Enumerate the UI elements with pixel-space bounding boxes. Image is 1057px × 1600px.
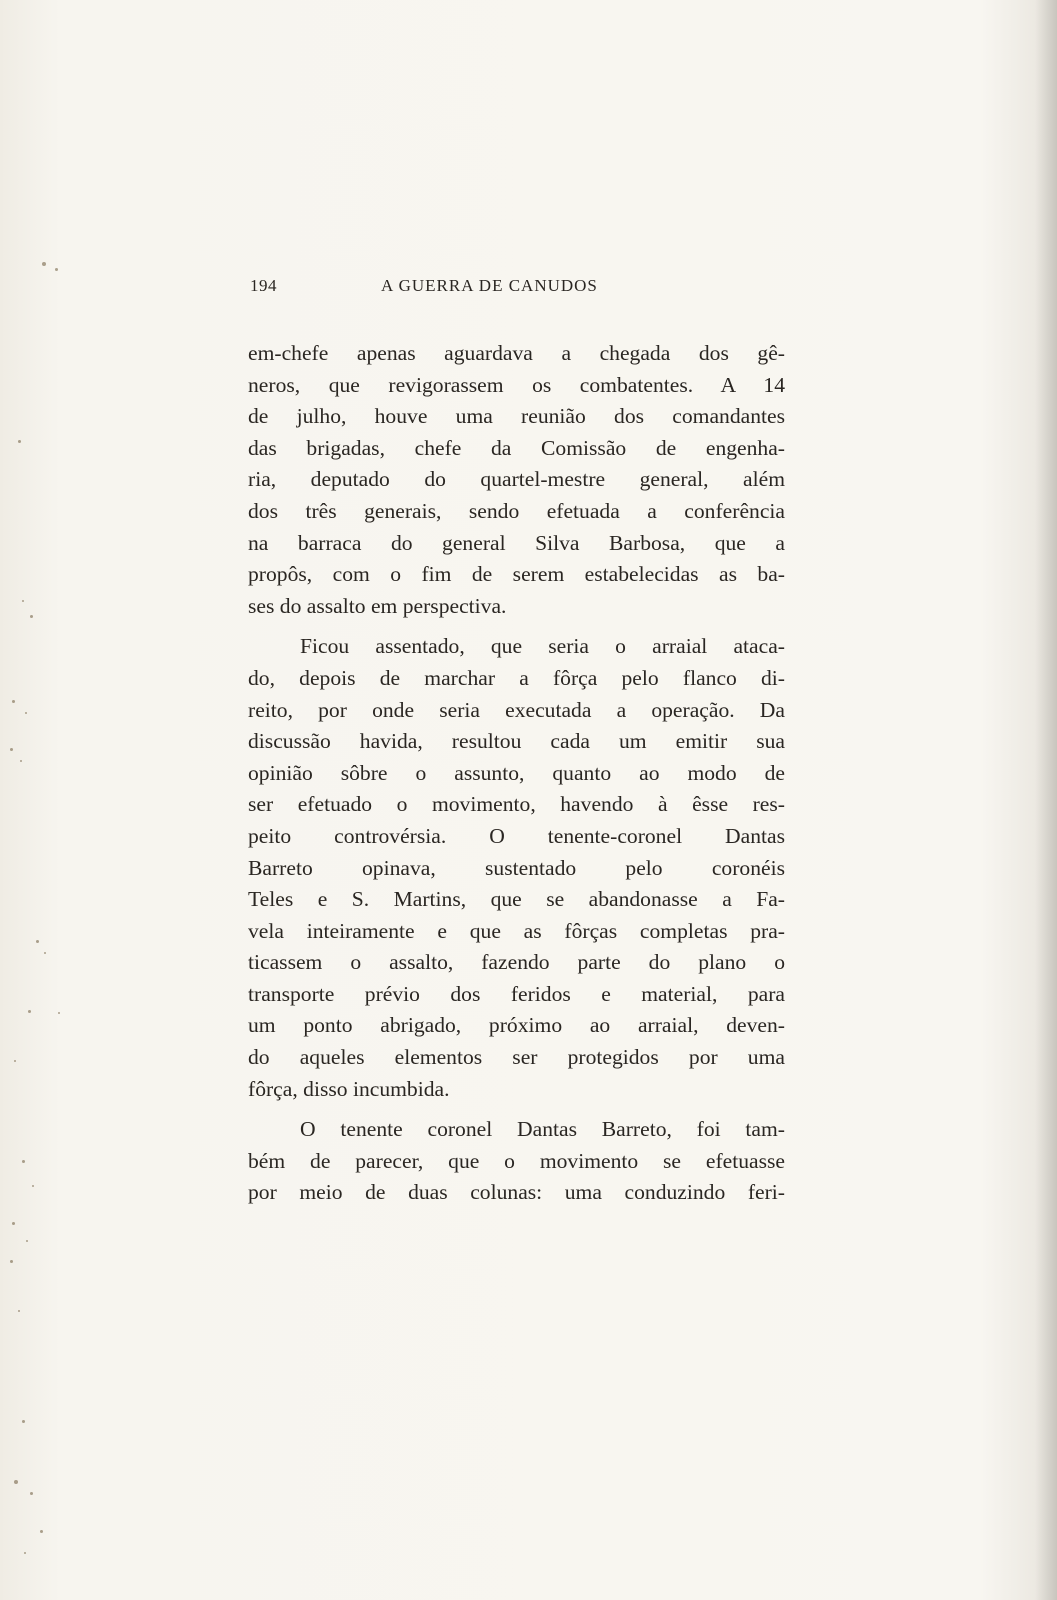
paragraph-3 <box>248 1114 785 1209</box>
text-line: fôrça, disso incumbida. <box>248 1076 450 1101</box>
text-line: ria, deputado do quartel-mestre general, além <box>248 467 785 492</box>
text-line: ticassem o assalto, fazendo parte do plano o <box>248 950 785 975</box>
page-number: 194 <box>250 276 277 295</box>
text-line: em-chefe apenas aguardava a chegada dos gê- <box>248 341 785 365</box>
body-text <box>248 338 785 1209</box>
text-line: O tenente coronel Dantas Barreto, foi tam- <box>300 1117 785 1142</box>
paragraph-2 <box>248 631 785 1105</box>
text-line: transporte prévio dos feridos e material, para <box>248 981 785 1006</box>
text-line: bém de parecer, que o movimento se efetuasse <box>248 1148 785 1173</box>
text-line: Ficou assentado, que seria o arraial ataca- <box>300 634 785 659</box>
text-line: opinião sôbre o assunto, quanto ao modo de <box>248 760 785 785</box>
page-edge-shadow <box>1035 0 1057 1600</box>
text-line: peito controvérsia. O tenente-coronel Dantas <box>248 823 785 848</box>
text-line: reito, por onde seria executada a operação. Da <box>248 697 785 722</box>
text-line: vela inteiramente e que as fôrças completas pra- <box>248 918 785 943</box>
text-line: do aqueles elementos ser protegidos por uma <box>248 1045 785 1070</box>
text-line: do, depois de marchar a fôrça pelo flanco di- <box>248 665 785 690</box>
text-line: Barreto opinava, sustentado pelo coronéis <box>248 855 785 880</box>
text-line: Teles e S. Martins, que se abandonasse a Fa- <box>248 887 785 912</box>
running-title: A GUERRA DE CANUDOS <box>381 276 598 295</box>
text-line: um ponto abrigado, próximo ao arraial, deven- <box>248 1013 785 1038</box>
text-line: na barraca do general Silva Barbosa, que a <box>248 530 785 555</box>
paragraph-1 <box>248 338 785 622</box>
text-line: ser efetuado o movimento, havendo à êsse res- <box>248 792 785 817</box>
text-line: de julho, houve uma reunião dos comandantes <box>248 404 785 429</box>
text-line: neros, que revigorassem os combatentes. A 14 <box>248 372 785 397</box>
text-line: das brigadas, chefe da Comissão de engenha- <box>248 435 785 460</box>
page-header <box>250 276 780 300</box>
text-line: dos três generais, sendo efetuada a conferência <box>248 498 785 523</box>
text-line: ses do assalto em perspectiva. <box>248 593 507 618</box>
text-line: por meio de duas colunas: uma conduzindo feri- <box>248 1180 785 1205</box>
text-line: propôs, com o fim de serem estabelecidas as ba- <box>248 562 785 587</box>
text-line: discussão havida, resultou cada um emitir sua <box>248 729 785 754</box>
